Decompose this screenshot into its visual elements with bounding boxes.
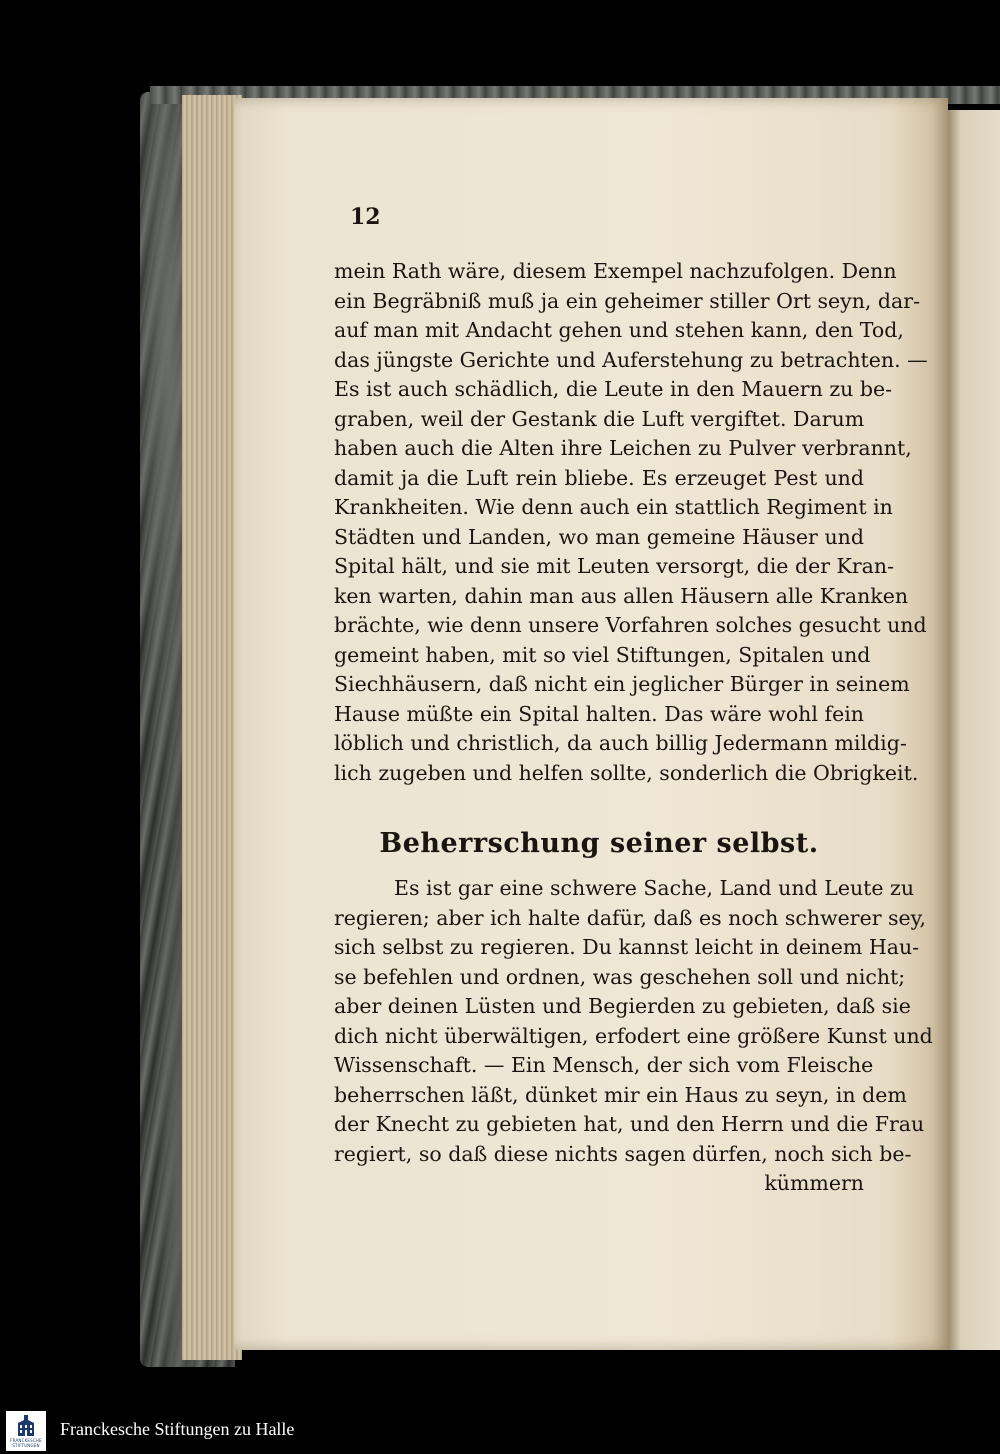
paragraph-1 (334, 257, 928, 788)
institution-name: Franckesche Stiftungen zu Halle (60, 1419, 295, 1439)
text-line: mein Rath wäre, diesem Exempel nachzufolgen. Denn (334, 259, 897, 283)
text-line: Städten und Landen, wo man gemeine Häuser und (334, 524, 864, 549)
text-line: Wissenschaft. — Ein Mensch, der sich vom Fleische (334, 1053, 874, 1077)
text-line: löblich und christlich, da auch billig Jedermann mildig- (334, 731, 907, 755)
text-line: beherrschen läßt, dünket mir ein Haus zu seyn, in dem (334, 1082, 907, 1107)
text-line: Spital hält, und sie mit Leuten versorgt, die der Kran- (334, 554, 894, 578)
text-line: brächte, wie denn unsere Vorfahren solches gesucht und (334, 613, 927, 637)
text-line: dich nicht überwältigen, erfodert eine größere Kunst und (334, 1023, 933, 1048)
facing-page-edge (948, 110, 1000, 1350)
logo-text-line-1: FRANCKESCHE (10, 1438, 42, 1443)
text-line: graben, weil der Gestank die Luft vergiftet. Darum (334, 406, 865, 431)
logo-text (6, 1438, 46, 1448)
institution-logo (6, 1411, 46, 1451)
text-line: gemeint haben, mit so viel Stiftungen, Spitalen und (334, 642, 871, 667)
section-heading: Beherrschung seiner selbst. (379, 828, 819, 859)
page-number: 12 (350, 204, 381, 230)
text-line: damit ja die Luft rein bliebe. Es erzeuget Pest und (334, 465, 864, 490)
text-line: aber deinen Lüsten und Begierden zu gebieten, daß sie (334, 994, 911, 1018)
text-line: der Knecht zu gebieten hat, und den Herrn und die Frau (334, 1112, 925, 1136)
text-line: regiert, so daß diese nichts sagen dürfen, noch sich be- (334, 1141, 912, 1166)
text-line: ein Begräbniß muß ja ein geheimer stiller Ort seyn, dar- (334, 288, 921, 313)
text-block (334, 257, 933, 1199)
text-line: ken warten, dahin man aus allen Häusern alle Kranken (334, 583, 909, 608)
text-line: se befehlen und ordnen, was geschehen soll und nicht; (334, 964, 906, 989)
building-icon (15, 1414, 37, 1438)
text-line: sich selbst zu regieren. Du kannst leicht in deinem Hau- (334, 935, 920, 959)
page-edges (182, 95, 242, 1360)
footer-bar (0, 1405, 1000, 1454)
catchword: kümmern (764, 1171, 864, 1195)
text-line: auf man mit Andacht gehen und stehen kann, den Tod, (334, 318, 904, 342)
text-line: Es ist auch schädlich, die Leute in den Mauern zu be- (334, 377, 893, 401)
logo-text-line-2: STIFTUNGEN (12, 1443, 40, 1448)
text-line: lich zugeben und helfen sollte, sonderlich die Obrigkeit. (334, 760, 919, 785)
paragraph-2 (334, 874, 933, 1169)
text-line: regieren; aber ich halte dafür, daß es noch schwerer sey, (334, 905, 927, 930)
text-line: Krankheiten. Wie denn auch ein stattlich Regiment in (334, 495, 893, 519)
text-line: Es ist gar eine schwere Sache, Land und Leute zu (394, 876, 915, 900)
text-line: das jüngste Gerichte und Auferstehung zu betrachten. — (334, 347, 928, 372)
text-line: haben auch die Alten ihre Leichen zu Pulver verbrannt, (334, 436, 912, 460)
text-line: Hause müßte ein Spital halten. Das wäre wohl fein (334, 701, 864, 726)
text-line: Siechhäusern, daß nicht ein jeglicher Bürger in seinem (334, 672, 910, 696)
